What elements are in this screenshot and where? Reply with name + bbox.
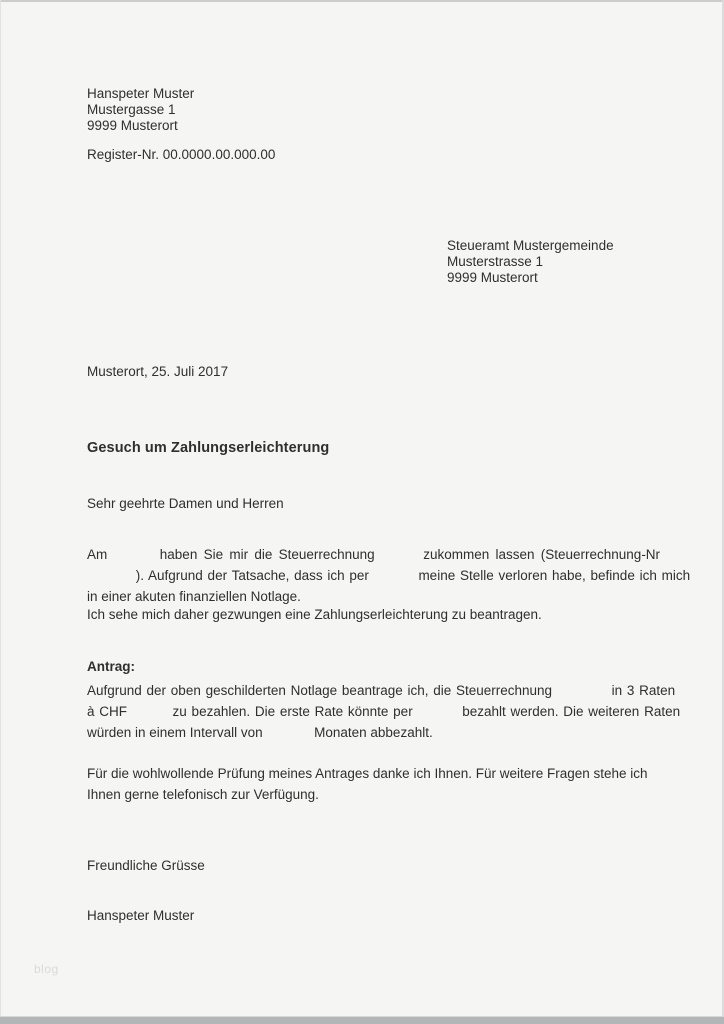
text-segment: bezahlt werden. Die weiteren Raten — [462, 704, 681, 719]
watermark: blog — [34, 962, 59, 976]
text-segment: würden in einem Intervall von — [87, 725, 263, 740]
paragraph-antrag — [87, 680, 681, 743]
salutation: Sehr geehrte Damen und Herren — [87, 496, 284, 511]
text-segment: meine Stelle verloren habe, befinde ich mich — [418, 568, 691, 583]
paragraph-intro-line-1 — [87, 544, 661, 565]
signature-name: Hanspeter Muster — [87, 908, 195, 923]
recipient-address-block — [447, 238, 614, 286]
paragraph-intro-line-3: in einer akuten finanziellen Notlage. — [87, 589, 301, 604]
paragraph-antrag-line-3 — [87, 722, 647, 743]
text-segment: haben Sie mir die Steuerrechnung — [159, 547, 375, 562]
paragraph-request: Ich sehe mich daher gezwungen eine Zahlungserleichterung zu beantragen. — [87, 607, 542, 622]
sender-city: 9999 Musterort — [87, 118, 178, 133]
recipient-city: 9999 Musterort — [447, 270, 538, 285]
sender-address-block — [87, 86, 194, 134]
recipient-street: Musterstrasse 1 — [447, 254, 544, 269]
antrag-heading: Antrag: — [87, 659, 135, 674]
text-segment: Am — [87, 547, 108, 562]
blank-job-loss-date-field — [374, 579, 414, 580]
subject-line: Gesuch um Zahlungserleichterung — [87, 440, 330, 456]
paragraph-closing — [87, 763, 647, 805]
text-segment: Monaten abbezahlt. — [314, 725, 433, 740]
blank-amount-field — [132, 715, 168, 716]
blank-interval-months-field — [266, 736, 310, 737]
farewell: Freundliche Grüsse — [87, 858, 205, 873]
page-edge-left — [0, 0, 1, 1024]
sender-street: Mustergasse 1 — [87, 102, 176, 117]
recipient-name: Steueramt Mustergemeinde — [447, 238, 614, 253]
register-number: Register-Nr. 00.0000.00.000.00 — [87, 147, 276, 162]
paragraph-closing-line-2: Ihnen gerne telefonisch zur Verfügung. — [87, 787, 319, 802]
text-segment: zu bezahlen. Die erste Rate könnte per — [172, 704, 413, 719]
paragraph-antrag-line-2 — [87, 701, 681, 722]
paragraph-intro-line-2 — [87, 565, 691, 586]
paragraph-closing-line-1: Für die wohlwollende Prüfung meines Antrages danke ich Ihnen. Für weitere Fragen stehe ich — [87, 766, 648, 781]
blank-invoice-number-field — [87, 579, 131, 580]
text-segment: zukommen lassen (Steuerrechnung-Nr — [423, 547, 661, 562]
page-edge-bottom — [0, 1017, 724, 1024]
date-line: Musterort, 25. Juli 2017 — [87, 364, 229, 379]
blank-tax-bill-field — [557, 694, 607, 695]
text-segment: in 3 Raten — [611, 683, 676, 698]
paragraph-antrag-line-1 — [87, 680, 676, 701]
text-segment: à CHF — [87, 704, 128, 719]
blank-first-rate-date-field — [417, 715, 457, 716]
sender-name: Hanspeter Muster — [87, 86, 195, 101]
blank-tax-year-field — [381, 558, 417, 559]
page-edge-top — [0, 0, 724, 2]
text-segment: ). Aufgrund der Tatsache, dass ich per — [135, 568, 369, 583]
paragraph-intro — [87, 544, 691, 607]
blank-date-field — [114, 558, 154, 559]
text-segment: Aufgrund der oben geschilderten Notlage beantrage ich, die Steuerrechnung — [87, 683, 553, 698]
